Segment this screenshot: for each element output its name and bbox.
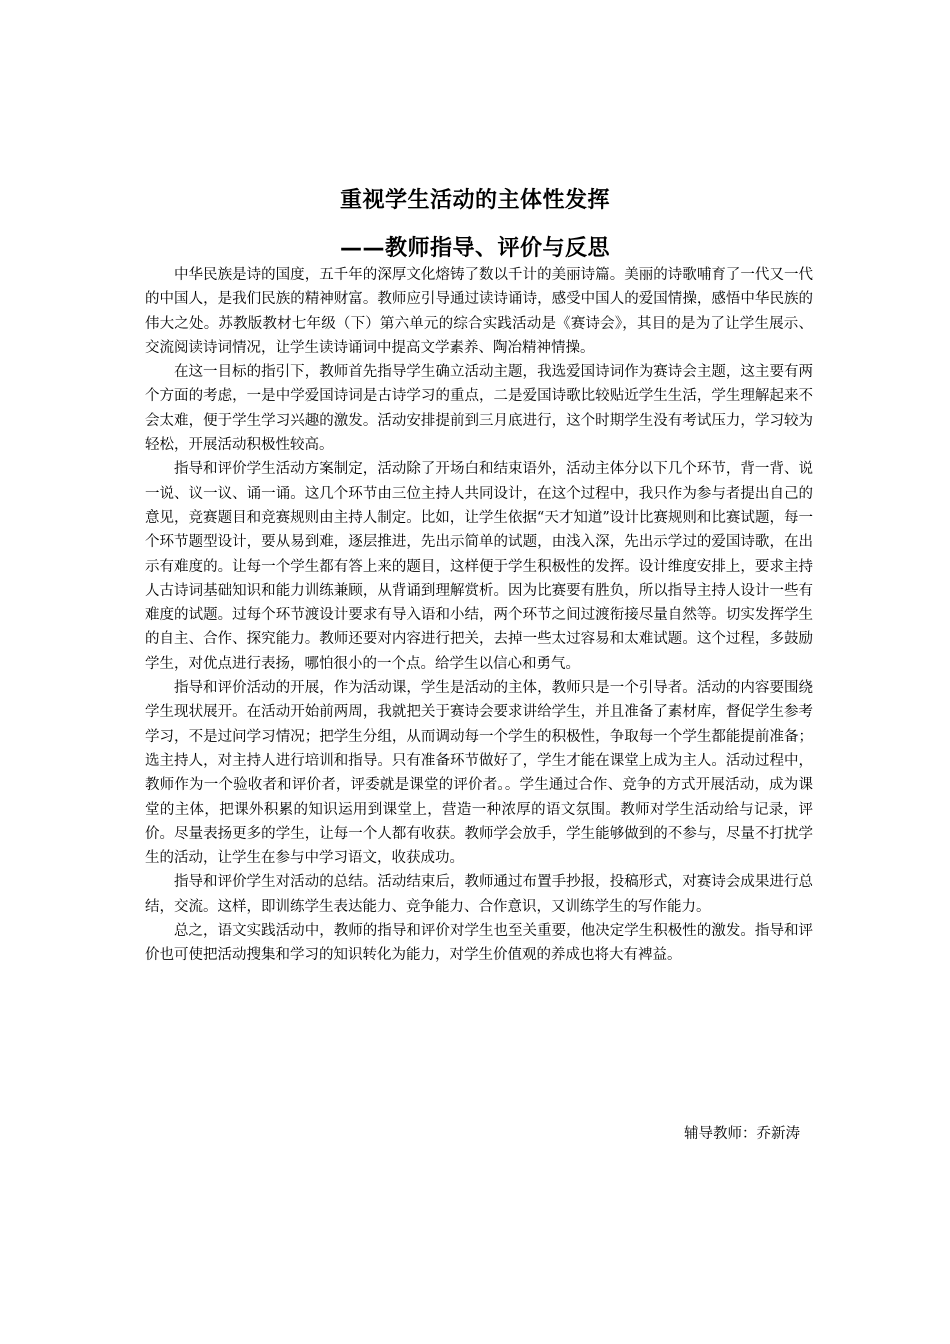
document-subtitle: ——教师指导、评价与反思: [339, 236, 610, 261]
paragraph-intro: 中华民族是诗的国度，五千年的深厚文化熔铸了数以千计的美丽诗篇。美丽的诗歌哺育了一代又一代的中国人，是我们民族的精神财富。教师应引导通过读诗诵诗，感受中国人的爱国情操，感悟中华民族的伟大之处。苏教版教材七年级（下）第六单元的综合实践活动是《赛诗会》，其目的是为了让学生展示、交流阅读诗词情况，让学生读诗诵词中提高文学素养、陶冶精神情操。: [145, 267, 813, 356]
document-title: 重视学生活动的主体性发挥: [339, 188, 610, 213]
paragraph-planning: 指导和评价学生活动方案制定，活动除了开场白和结束语外，活动主体分以下几个环节，背一背、说一说、议一议、诵一诵。这几个环节由三位主持人共同设计，在这个过程中，我只作为参与者提出自己的意见，竞赛题目和竞赛规则由主持人制定。比如，让学生依据“天才知道”设计比赛规则和比赛试题，每一个环节题型设计，要从易到难，逐层推进，先出示简单的试题，由浅入深，先出示学过的爱国诗歌，在出示有难度的。让每一个学生都有答上来的题目，这样便于学生积极性的发挥。设计维度安排上，要求主持人古诗词基础知识和能力训练兼顾，从背诵到理解赏析。因为比赛要有胜负，所以指导主持人设计一些有难度的试题。过每个环节渡设计要求有导入语和小结，两个环节之间过渡衔接尽量自然等。切实发挥学生的自主、合作、探究能力。教师还要对内容进行把关，去掉一些太过容易和太难试题。这个过程，多鼓励学生，对优点进行表扬，哪怕很小的一个点。给学生以信心和勇气。: [145, 461, 813, 672]
signature: 辅导教师：乔新涛: [684, 1126, 800, 1142]
paragraph-conclusion: 总之，语文实践活动中，教师的指导和评价对学生也至关重要，他决定学生积极性的激发。指导和评价也可使把活动搜集和学习的知识转化为能力，对学生价值观的养成也将大有裨益。: [145, 923, 813, 964]
paragraph-activity: 指导和评价活动的开展，作为活动课，学生是活动的主体，教师只是一个引导者。活动的内容要围绕学生现状展开。在活动开始前两周，我就把关于赛诗会要求讲给学生，并且准备了素材库，督促学生参考学习，不是过问学习情况；把学生分组，从而调动每一个学生的积极性，争取每一个学生都能提前准备；选主持人，对主持人进行培训和指导。只有准备环节做好了，学生才能在课堂上成为主人。活动过程中，教师作为一个验收者和评价者，评委就是课堂的评价者。。学生通过合作、竞争的方式开展活动，成为课堂的主体，把课外积累的知识运用到课堂上，营造一种浓厚的语文氛围。教师对学生活动给与记录，评价。尽量表扬更多的学生，让每一个人都有收获。教师学会放手，学生能够做到的不参与，尽量不打扰学生的活动，让学生在参与中学习语文，收获成功。: [145, 680, 813, 867]
paragraph-theme: 在这一目标的指引下，教师首先指导学生确立活动主题，我选爱国诗词作为赛诗会主题，这主要有两个方面的考虑，一是中学爱国诗词是古诗学习的重点，二是爱国诗歌比较贴近学生生活，学生理解起来不会太难，便于学生学习兴趣的激发。活动安排提前到三月底进行，这个时期学生没有考试压力，学习较为轻松，开展活动积极性较高。: [145, 364, 813, 454]
document-body: [145, 263, 813, 968]
paragraph-summary: 指导和评价学生对活动的总结。活动结束后，教师通过布置手抄报，投稿形式，对赛诗会成果进行总结，交流。这样，即训练学生表达能力、竞争能力、合作意识，又训练学生的写作能力。: [145, 874, 813, 915]
